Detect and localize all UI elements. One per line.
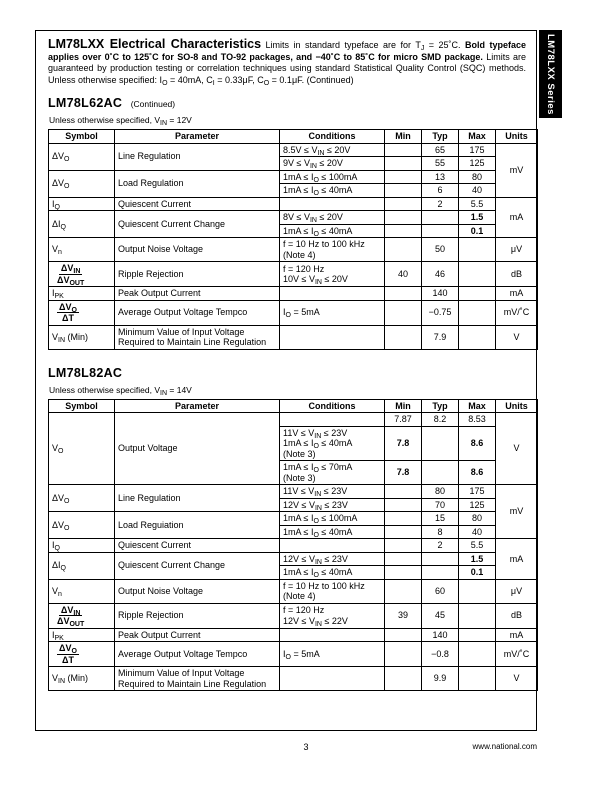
- text-run: Bold typeface applies over 0˚C to 125˚C for SO-8 and TO-92 packages, and −40˚C to 85˚C for micro SMD package.: [48, 40, 527, 62]
- table-cell: [280, 197, 385, 211]
- table-cell: [280, 667, 385, 691]
- table-cell: [385, 642, 422, 667]
- section-continued-label: (Continued): [130, 99, 176, 109]
- column-header: Symbol: [49, 399, 115, 413]
- table-row: [49, 287, 538, 301]
- table-cell: 46: [422, 262, 459, 287]
- table-cell: $\Delta I_Q$: [49, 552, 115, 579]
- table-row: [49, 512, 538, 526]
- table-cell: [385, 211, 422, 225]
- table-cell: 40: [459, 525, 496, 539]
- table-row: [49, 603, 538, 628]
- table-cell: 50: [422, 238, 459, 262]
- text-run: Limits in standard typeface are for $T_J$ = 25˚C.: [261, 40, 466, 52]
- table-cell: [385, 170, 422, 184]
- table-cell: [422, 224, 459, 238]
- table-cell: [385, 667, 422, 691]
- text-run: Limits are guaranteed by production testing or correlation techniques using standard Statistical Quality Control (SQC) methods. Unless otherwise specified: $I_O = 40mA$, $C_I = 0.33\mu F$, $C_O = 0.1\mu F$. (Continued): [48, 51, 526, 87]
- fraction: $\frac{\Delta V_{IN}}{\Delta V_{OUT}}$: [57, 604, 85, 628]
- column-header: Min: [385, 130, 422, 144]
- lm78l82ac-characteristics-table: [48, 399, 538, 692]
- table-cell: [459, 262, 496, 287]
- table-cell: f = 10 Hz to 100 kHz (Note 4): [280, 238, 385, 262]
- table-cell: [385, 498, 422, 512]
- table-cell: $I_{PK}$: [49, 287, 115, 301]
- table-cell: 6: [422, 184, 459, 198]
- table-cell: $V_n$: [49, 238, 115, 262]
- column-header: Conditions: [280, 399, 385, 413]
- table-cell: $I_O = 5mA$: [280, 300, 385, 325]
- table-cell: $\Delta V_O$: [49, 170, 115, 197]
- table-row: [49, 325, 538, 349]
- table-cell: $V_{IN}$ (Min): [49, 325, 115, 349]
- table-cell: [459, 667, 496, 691]
- table-cell: [385, 579, 422, 603]
- lm78l62ac-characteristics-table: [48, 129, 538, 350]
- table-cell: 140: [422, 628, 459, 642]
- symbol-fraction-cell: [49, 603, 115, 628]
- table-cell: [385, 224, 422, 238]
- column-header: Max: [459, 399, 496, 413]
- side-tab: [539, 30, 562, 118]
- table-row: [49, 485, 538, 499]
- column-header: Conditions: [280, 130, 385, 144]
- column-header: Units: [496, 399, 538, 413]
- table-cell: 0.1: [459, 566, 496, 580]
- table-cell: 125: [459, 157, 496, 171]
- table-cell: 7.8: [385, 461, 422, 485]
- column-header: Parameter: [115, 130, 280, 144]
- table-cell: Line Regulation: [115, 485, 280, 512]
- table-cell: V: [496, 413, 538, 485]
- table-cell: 2: [422, 539, 459, 553]
- table-cell: 39: [385, 603, 422, 628]
- table-cell: 80: [459, 512, 496, 526]
- table-cell: Quiescent Current Change: [115, 552, 280, 579]
- table-cell: [385, 552, 422, 566]
- table-header-row: [49, 399, 538, 413]
- table-row: [49, 238, 538, 262]
- table-cell: Peak Output Current: [115, 628, 280, 642]
- table-cell: $12V \le V_{IN} \le 23V$: [280, 498, 385, 512]
- table-cell: [385, 628, 422, 642]
- section-title: LM78L62AC: [48, 96, 123, 110]
- table-cell: Ripple Rejection: [115, 262, 280, 287]
- table-cell: [385, 300, 422, 325]
- table-cell: [280, 413, 385, 427]
- table-cell: 1.5: [459, 211, 496, 225]
- table-cell: $1mA \le I_O \le 100mA$: [280, 512, 385, 526]
- column-header: Symbol: [49, 130, 115, 144]
- table-cell: $8V \le V_{IN} \le 20V$: [280, 211, 385, 225]
- table-cell: [385, 157, 422, 171]
- table-row: [49, 552, 538, 566]
- table-cell: 40: [459, 184, 496, 198]
- table-cell: mV/˚C: [496, 300, 538, 325]
- table-cell: $12V \le V_{IN} \le 23V$: [280, 552, 385, 566]
- table-cell: 8.53: [459, 413, 496, 427]
- table-row: [49, 628, 538, 642]
- column-header: Parameter: [115, 399, 280, 413]
- table-row: [49, 642, 538, 667]
- table-cell: 55: [422, 157, 459, 171]
- table-cell: [385, 539, 422, 553]
- table-row: [49, 579, 538, 603]
- table-cell: [422, 552, 459, 566]
- table-cell: 45: [422, 603, 459, 628]
- website-text: www.national.com: [472, 742, 537, 751]
- table-cell: [385, 512, 422, 526]
- table-cell: Peak Output Current: [115, 287, 280, 301]
- table-cell: [459, 287, 496, 301]
- table-cell: f = 10 Hz to 100 kHz (Note 4): [280, 579, 385, 603]
- table-cell: $I_O = 5mA$: [280, 642, 385, 667]
- table-cell: 80: [422, 485, 459, 499]
- table-cell: $I_Q$: [49, 197, 115, 211]
- table-cell: [459, 628, 496, 642]
- table-cell: 7.8: [385, 426, 422, 461]
- table-cell: Output Voltage: [115, 413, 280, 485]
- table-cell: [385, 566, 422, 580]
- table-cell: mV/˚C: [496, 642, 538, 667]
- table-cell: dB: [496, 603, 538, 628]
- table-cell: μV: [496, 238, 538, 262]
- table-cell: 8.6: [459, 426, 496, 461]
- table-cell: mA: [496, 539, 538, 580]
- table-cell: Output Noise Voltage: [115, 238, 280, 262]
- table-cell: 0.1: [459, 224, 496, 238]
- table-cell: 8: [422, 525, 459, 539]
- table-cell: [422, 566, 459, 580]
- table-row: [49, 170, 538, 184]
- table-cell: mA: [496, 628, 538, 642]
- table-cell: [459, 300, 496, 325]
- section-heading-lm78l82ac: [48, 364, 536, 382]
- table-cell: [459, 603, 496, 628]
- table-cell: 70: [422, 498, 459, 512]
- table-cell: Ripple Rejection: [115, 603, 280, 628]
- table-cell: 13: [422, 170, 459, 184]
- symbol-fraction-cell: [49, 642, 115, 667]
- table-row: [49, 413, 538, 427]
- table-cell: $V_{IN}$ (Min): [49, 667, 115, 691]
- table-cell: f = 120 Hz $10V \le V_{IN} \le 20V$: [280, 262, 385, 287]
- table-cell: Load Reguiation: [115, 512, 280, 539]
- table-cell: [385, 184, 422, 198]
- table-cell: [459, 642, 496, 667]
- table-cell: [385, 485, 422, 499]
- table-cell: Quiescent Current: [115, 539, 280, 553]
- table-cell: mV: [496, 485, 538, 539]
- symbol-fraction-cell: [49, 300, 115, 325]
- table-cell: 65: [422, 143, 459, 157]
- table-row: [49, 262, 538, 287]
- table-cell: 9.9: [422, 667, 459, 691]
- table-cell: 8.6: [459, 461, 496, 485]
- column-header: Max: [459, 130, 496, 144]
- table-cell: [280, 539, 385, 553]
- table-cell: 15: [422, 512, 459, 526]
- table-cell: 40: [385, 262, 422, 287]
- table-row: [49, 143, 538, 157]
- column-header: Min: [385, 399, 422, 413]
- table-cell: Average Output Voltage Tempco: [115, 642, 280, 667]
- table-cell: mA: [496, 197, 538, 238]
- table-cell: [422, 461, 459, 485]
- table-cell: 125: [459, 498, 496, 512]
- column-header: Typ: [422, 130, 459, 144]
- table-cell: [459, 579, 496, 603]
- table-cell: $\Delta V_O$: [49, 143, 115, 170]
- symbol-fraction-cell: [49, 262, 115, 287]
- column-header: Typ: [422, 399, 459, 413]
- table-cell: 7.9: [422, 325, 459, 349]
- table-cell: $1mA \le I_O \le 40mA$: [280, 184, 385, 198]
- table-cell: $I_Q$: [49, 539, 115, 553]
- table-cell: −0.75: [422, 300, 459, 325]
- table-cell: $V_n$: [49, 579, 115, 603]
- table-cell: [385, 287, 422, 301]
- column-header: Units: [496, 130, 538, 144]
- table-cell: Output Noise Voltage: [115, 579, 280, 603]
- table-cell: $9V \le V_{IN} \le 20V$: [280, 157, 385, 171]
- table-cell: −0.8: [422, 642, 459, 667]
- table-cell: 7.87: [385, 413, 422, 427]
- table-cell: Minimum Value of Input Voltage Required to Maintain Line Regulation: [115, 667, 280, 691]
- table-cell: [385, 197, 422, 211]
- table-cell: $11V \le V_{IN} \le 23V$ $1mA \le I_O \le 40mA$ (Note 3): [280, 426, 385, 461]
- table-row: [49, 667, 538, 691]
- table-cell: [280, 325, 385, 349]
- table-row: [49, 539, 538, 553]
- intro-paragraph: [48, 39, 526, 86]
- table-cell: [459, 238, 496, 262]
- table-cell: [422, 426, 459, 461]
- table-cell: $1mA \le I_O \le 40mA$: [280, 224, 385, 238]
- table-cell: 1.5: [459, 552, 496, 566]
- table-cell: 175: [459, 485, 496, 499]
- table-cell: Quiescent Current: [115, 197, 280, 211]
- section-note: Unless otherwise specified, $V_{IN} = 12V$: [49, 115, 192, 127]
- fraction: $\frac{\Delta V_{IN}}{\Delta V_{OUT}}$: [57, 263, 85, 287]
- side-tab-label: LM78LXX Series: [545, 33, 556, 115]
- table-cell: 80: [459, 170, 496, 184]
- table-cell: V: [496, 667, 538, 691]
- table-cell: [385, 238, 422, 262]
- table-cell: $11V \le V_{IN} \le 23V$: [280, 485, 385, 499]
- table-cell: $I_{PK}$: [49, 628, 115, 642]
- table-cell: f = 120 Hz $12V \le V_{IN} \le 22V$: [280, 603, 385, 628]
- page-number: 3: [303, 742, 309, 752]
- table-row: [49, 211, 538, 225]
- table-cell: 5.5: [459, 539, 496, 553]
- table-cell: $V_O$: [49, 413, 115, 485]
- table-cell: V: [496, 325, 538, 349]
- table-row: [49, 197, 538, 211]
- fraction: $\frac{\Delta V_O}{\Delta T}$: [59, 643, 77, 665]
- table-cell: $1mA \le I_O \le 100mA$: [280, 170, 385, 184]
- page-frame: [35, 30, 537, 731]
- table-cell: [280, 628, 385, 642]
- table-row: [49, 300, 538, 325]
- table-cell: Load Regulation: [115, 170, 280, 197]
- table-cell: $8.5V \le V_{IN} \le 20V$: [280, 143, 385, 157]
- table-cell: 140: [422, 287, 459, 301]
- text-run: LM78LXX Electrical Characteristics: [48, 37, 262, 51]
- table-cell: [385, 325, 422, 349]
- section-heading-lm78l62ac: [48, 94, 536, 112]
- section-note: Unless otherwise specified, $V_{IN} = 14V$: [49, 384, 192, 397]
- table-cell: $1mA \le I_O \le 40mA$: [280, 566, 385, 580]
- table-cell: μV: [496, 579, 538, 603]
- table-cell: [459, 325, 496, 349]
- table-cell: [385, 525, 422, 539]
- table-cell: [422, 211, 459, 225]
- table-cell: mA: [496, 287, 538, 301]
- table-cell: $1mA \le I_O \le 40mA$: [280, 525, 385, 539]
- table-cell: 2: [422, 197, 459, 211]
- table-cell: $1mA \le I_O \le 70mA$ (Note 3): [280, 461, 385, 485]
- table-cell: Line Regulation: [115, 143, 280, 170]
- table-cell: dB: [496, 262, 538, 287]
- table-cell: mV: [496, 143, 538, 197]
- table-cell: 5.5: [459, 197, 496, 211]
- fraction: $\frac{\Delta V_O}{\Delta T}$: [59, 301, 77, 323]
- table-cell: 60: [422, 579, 459, 603]
- table-cell: $\Delta I_Q$: [49, 211, 115, 238]
- table-cell: Quiescent Current Change: [115, 211, 280, 238]
- section-title: LM78L82AC: [48, 365, 123, 380]
- table-cell: 8.2: [422, 413, 459, 427]
- table-cell: 175: [459, 143, 496, 157]
- table-cell: Minimum Value of Input Voltage Required to Maintain Line Regulation: [115, 325, 280, 349]
- table-cell: [280, 287, 385, 301]
- table-cell: $\Delta V_O$: [49, 485, 115, 512]
- table-cell: [385, 143, 422, 157]
- table-header-row: [49, 130, 538, 144]
- table-cell: $\Delta V_O$: [49, 512, 115, 539]
- table-cell: Average Output Voltage Tempco: [115, 300, 280, 325]
